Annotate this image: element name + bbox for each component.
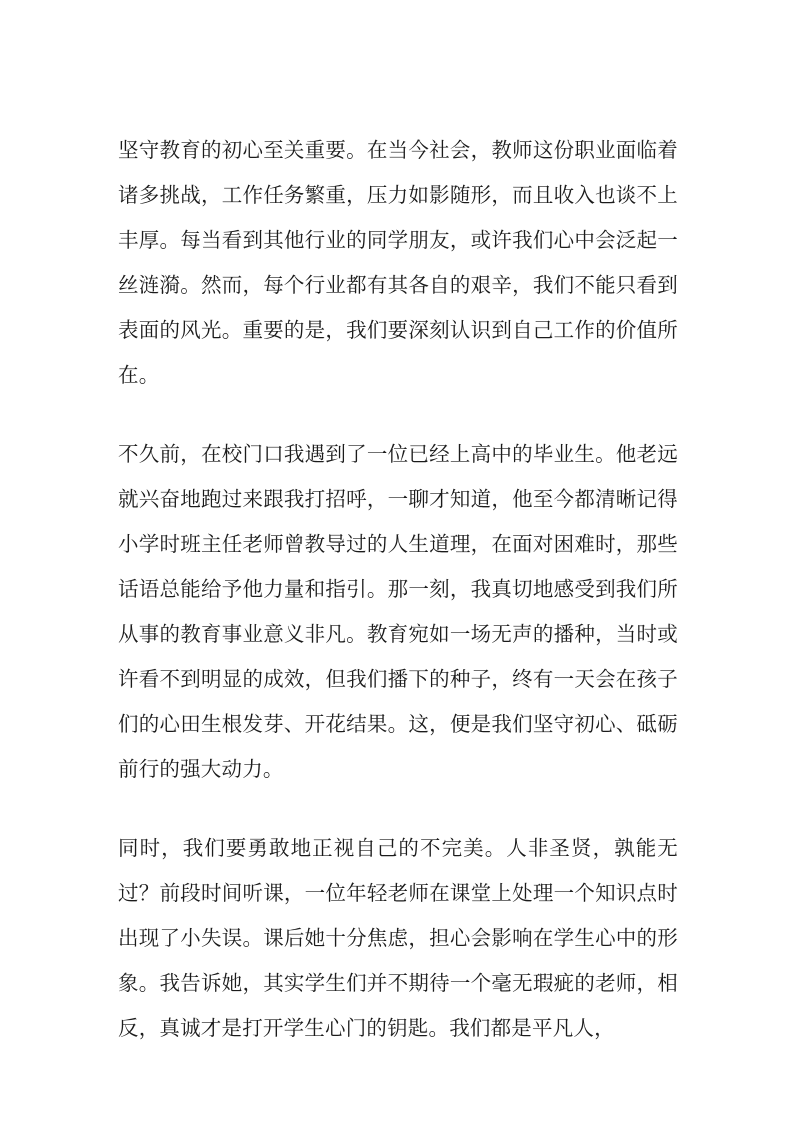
document-body (118, 128, 678, 1051)
paragraph: 坚守教育的初心至关重要。在当今社会，教师这份职业面临着诸多挑战，工作任务繁重，压力如影随形，而且收入也谈不上丰厚。每当看到其他行业的同学朋友，或许我们心中会泛起一丝涟漪。然而，每个行业都有其各自的艰辛，我们不能只看到表面的风光。重要的是，我们要深刻认识到自己工作的价值所在。 (118, 138, 678, 387)
paragraph: 不久前，在校门口我遇到了一位已经上高中的毕业生。他老远就兴奋地跑过来跟我打招呼，一聊才知道，他至今都清晰记得小学时班主任老师曾教导过的人生道理，在面对困难时，那些话语总能给予他力量和指引。那一刻，我真切地感受到我们所从事的教育事业意义非凡。教育宛如一场无声的播种，当时或许看不到明显的成效，但我们播下的种子，终有一天会在孩子们的心田生根发芽、开花结果。这，便是我们坚守初心、砥砺前行的强大动力。 (118, 442, 678, 781)
paragraph: 同时，我们要勇敢地正视自己的不完美。人非圣贤，孰能无过？前段时间听课，一位年轻老师在课堂上处理一个知识点时出现了小失误。课后她十分焦虑，担心会影响在学生心中的形象。我告诉她，其实学生们并不期待一个毫无瑕疵的老师，相反，真诚才是打开学生心门的钥匙。我们都是平凡人， (118, 836, 678, 1040)
